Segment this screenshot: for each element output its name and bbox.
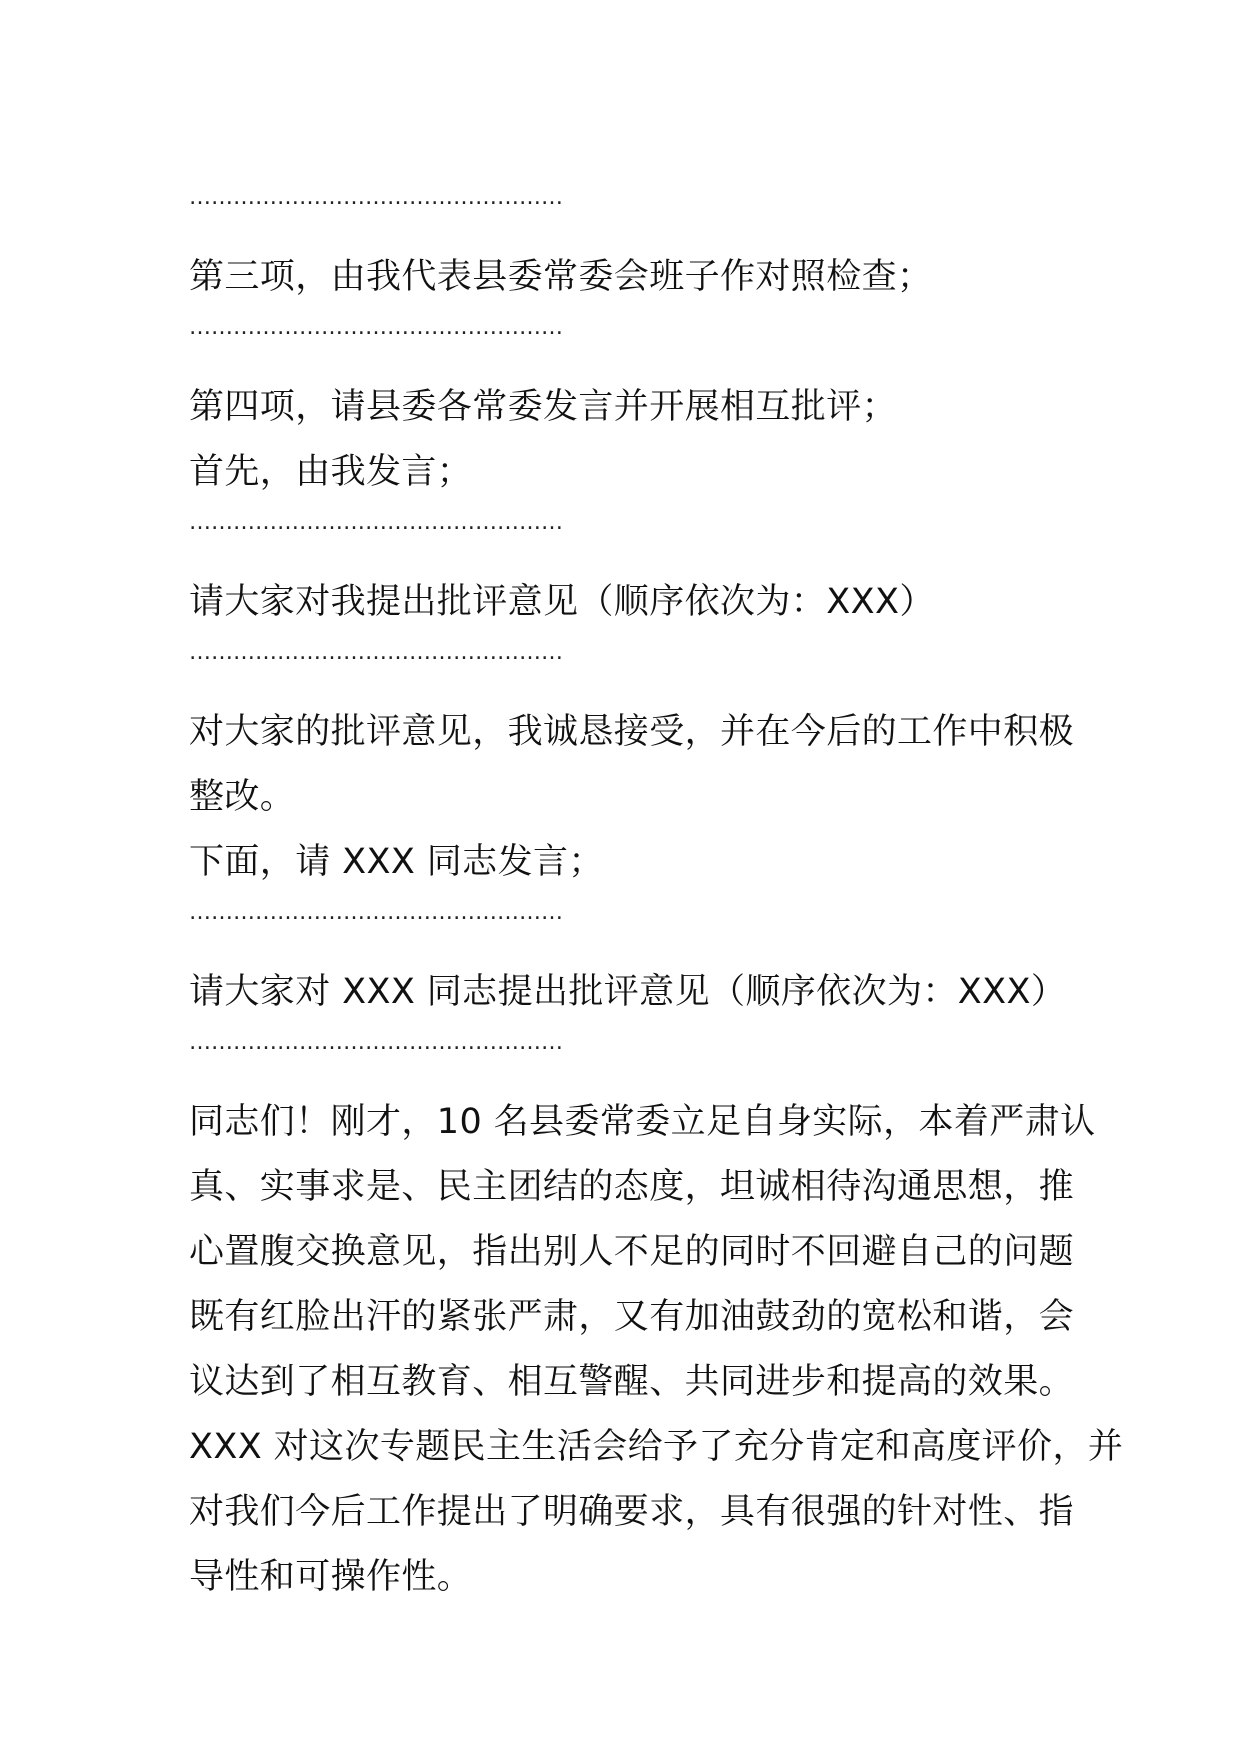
summary-paragraph-line: 既有红脸出汗的紧张严肃，又有加油鼓劲的宽松和谐，会 — [189, 1297, 1075, 1337]
summary-paragraph-line: 议达到了相互教育、相互警醒、共同进步和提高的效果。 — [189, 1362, 1075, 1402]
summary-paragraph-line: 对我们今后工作提出了明确要求，具有很强的针对性、指 — [189, 1492, 1075, 1532]
next-speaker-line: 下面，请 XXX 同志发言； — [189, 842, 604, 882]
separator-dots: …………………………………………… — [189, 185, 563, 210]
criticism-request-line-2: 请大家对 XXX 同志提出批评意见（顺序依次为：XXX） — [189, 972, 1067, 1012]
first-speaker-line: 首先，由我发言； — [189, 452, 473, 492]
summary-paragraph-line: 同志们！刚才，10 名县委常委立足自身实际，本着严肃认 — [189, 1102, 1096, 1142]
summary-paragraph-line: XXX 对这次专题民主生活会给予了充分肯定和高度评价，并 — [189, 1427, 1124, 1467]
summary-paragraph-line: 心置腹交换意见，指出别人不足的同时不回避自己的问题 — [189, 1232, 1075, 1272]
summary-paragraph-line: 导性和可操作性。 — [189, 1557, 473, 1597]
separator-dots: …………………………………………… — [189, 640, 563, 665]
agenda-item-four: 第四项，请县委各常委发言并开展相互批评； — [189, 387, 898, 427]
acceptance-line-1: 对大家的批评意见，我诚恳接受，并在今后的工作中积极 — [189, 712, 1075, 752]
criticism-request-line: 请大家对我提出批评意见（顺序依次为：XXX） — [189, 582, 935, 622]
separator-dots: …………………………………………… — [189, 510, 563, 535]
separator-dots: …………………………………………… — [189, 1030, 563, 1055]
separator-dots: …………………………………………… — [189, 900, 563, 925]
acceptance-line-2: 整改。 — [189, 777, 296, 817]
document-body — [189, 180, 1124, 1610]
agenda-item-three: 第三项，由我代表县委常委会班子作对照检查； — [189, 257, 933, 297]
separator-dots: …………………………………………… — [189, 315, 563, 340]
summary-paragraph-line: 真、实事求是、民主团结的态度，坦诚相待沟通思想，推 — [189, 1167, 1075, 1207]
